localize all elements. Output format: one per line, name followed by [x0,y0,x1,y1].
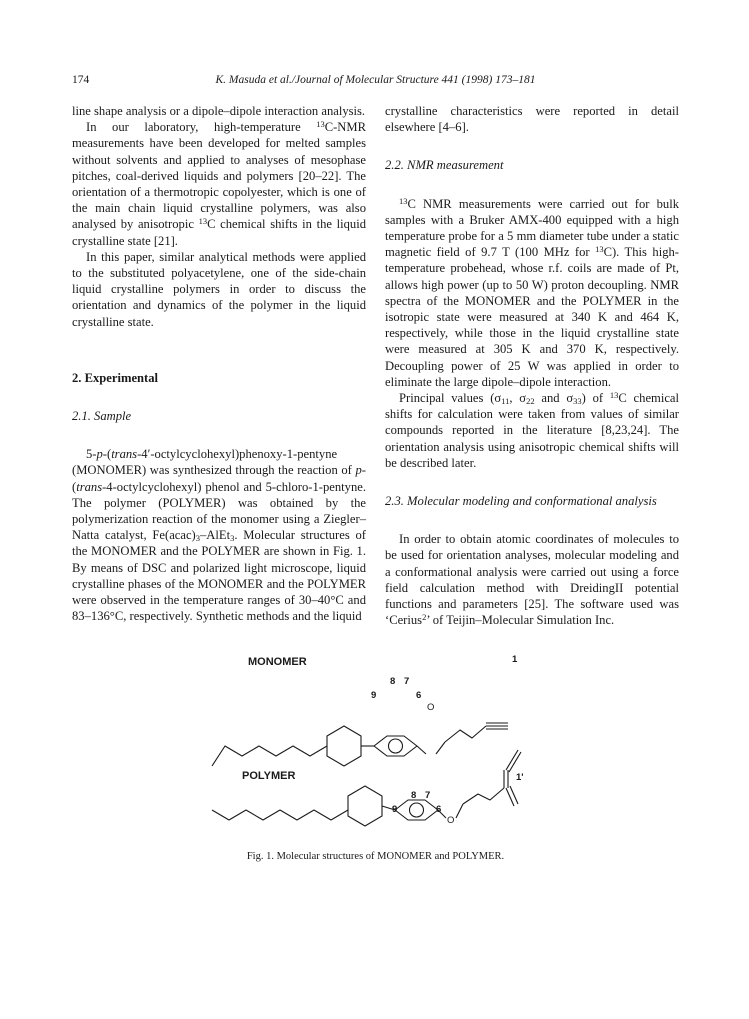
paragraph: Principal values ($\sigma_{11}$, $\sigma_{22}$ and $\sigma_{33}$) of $^{13}$C chemical shifts for calculation were taken from values of similar compounds reported in the literature [8,23,24]. The orientation analysis using anisotropic chemical shifts will be described later. [385,390,680,470]
section-heading: 2. Experimental [72,370,159,385]
atom-number: 6 [416,690,422,701]
figure-molecular-structures [190,650,560,840]
left-column [72,103,366,624]
atom-number: 9 [371,690,377,701]
polymer-structure [212,750,521,826]
paragraph: In order to obtain atomic coordinates of molecules to be used for orientation analyses, molecular modeling and a conformational analysis were carried out using a force field calculation method with DreidingII potential functions and parameters [25]. The software used was ‘Cerius$^2$’ of Teijin–Molecular Simulation Inc. [385,532,679,628]
running-header [72,72,679,88]
cyclohexyl-ring [327,726,361,766]
atom-number: 6 [436,804,442,815]
figure-caption: Fig. 1. Molecular structures of MONOMER and POLYMER. [246,851,505,862]
monomer-structure [212,723,508,766]
running-title: K. Masuda et al./Journal of Molecular Structure 441 (1998) 173–181 [215,74,536,86]
subsection-heading: 2.1. Sample [72,409,132,424]
right-column [385,103,679,628]
subsection-heading: 2.2. NMR measurement [385,158,504,173]
monomer-label: MONOMER [248,656,307,668]
structure-diagram [190,650,560,840]
paragraph: crystalline characteristics were reported in detail elsewhere [4–6]. [385,104,679,135]
atom-number: 8 [390,676,396,687]
atom-number: 1 [512,654,518,665]
oxygen-label: O [427,702,435,713]
atom-number: 8 [411,790,417,801]
atom-number: 1' [516,772,524,783]
paragraph: In this paper, similar analytical methods were applied to the substituted polyacetylene, one of the side-chain liquid crystalline polymers in order to discuss the orientation and dynamics of the polymer in the liquid crystalline state. [72,249,366,329]
alkyl-chain [212,746,327,766]
cyclohexyl-ring [348,786,382,826]
polymer-label: POLYMER [242,770,296,782]
paragraph: line shape analysis or a dipole–dipole interaction analysis. [72,104,366,118]
paragraph: $^{13}$C NMR measurements were carried out for bulk samples with a Bruker AMX-400 equipped with a high temperature probe for a 5 mm diameter tube under a static magnetic field of 9.7 T (100 MHz for $^{13}$C). This high-temperature probehead, whose r.f. coils are made of Pt, allows high power (up to 50 W) proton decoupling. NMR spectra of the MONOMER and the POLYMER in the isotropic state were measured at 340 K and 464 K, respectively, while those in the liquid crystalline state were measured at 305 K and 370 K, respectively. Decoupling power of 25 W was applied in order to eliminate the large dipole–dipole interaction. [385,195,679,389]
atom-number: 9 [392,804,398,815]
atom-number: 7 [425,790,431,801]
paragraph: In our laboratory, high-temperature $^{13}$C-NMR measurements have been developed for melted samples without solvents and applied to analyses of mesophase pitches, coal-derived liquids and polymers [20–22]. The orientation of a thermotropic copolyester, which is one of the main chain liquid crystalline polymers, was also analysed by anisotropic $^{13}$C chemical shifts in the liquid crystalline state [21]. [72,119,367,248]
page-number: 174 [72,74,90,86]
atom-number: 7 [404,676,410,687]
oxygen-label: O [447,815,455,826]
paragraph: 5-p-(trans-4′-octylcyclohexyl)phenoxy-1-pentyne (MONOMER) was synthesized through the reaction of p-(trans-4-octylcyclohexyl) phenol and 5-chloro-1-pentyne. The polymer (POLYMER) was obtained by the polymerization reaction of the monomer using a Ziegler–Natta catalyst, $Fe(acac)_3-AlEt_3$. Molecular structures of the MONOMER and the POLYMER are shown in Fig. 1. By means of DSC and polarized light microscope, liquid crystalline phases of the MONOMER and the POLYMER were observed in the temperature ranges of 30–40°C and 83–136°C, respectively. Synthetic methods and the liquid [72,447,366,624]
alkyl-chain [212,810,348,820]
subsection-heading: 2.3. Molecular modeling and conformational analysis [385,494,657,509]
